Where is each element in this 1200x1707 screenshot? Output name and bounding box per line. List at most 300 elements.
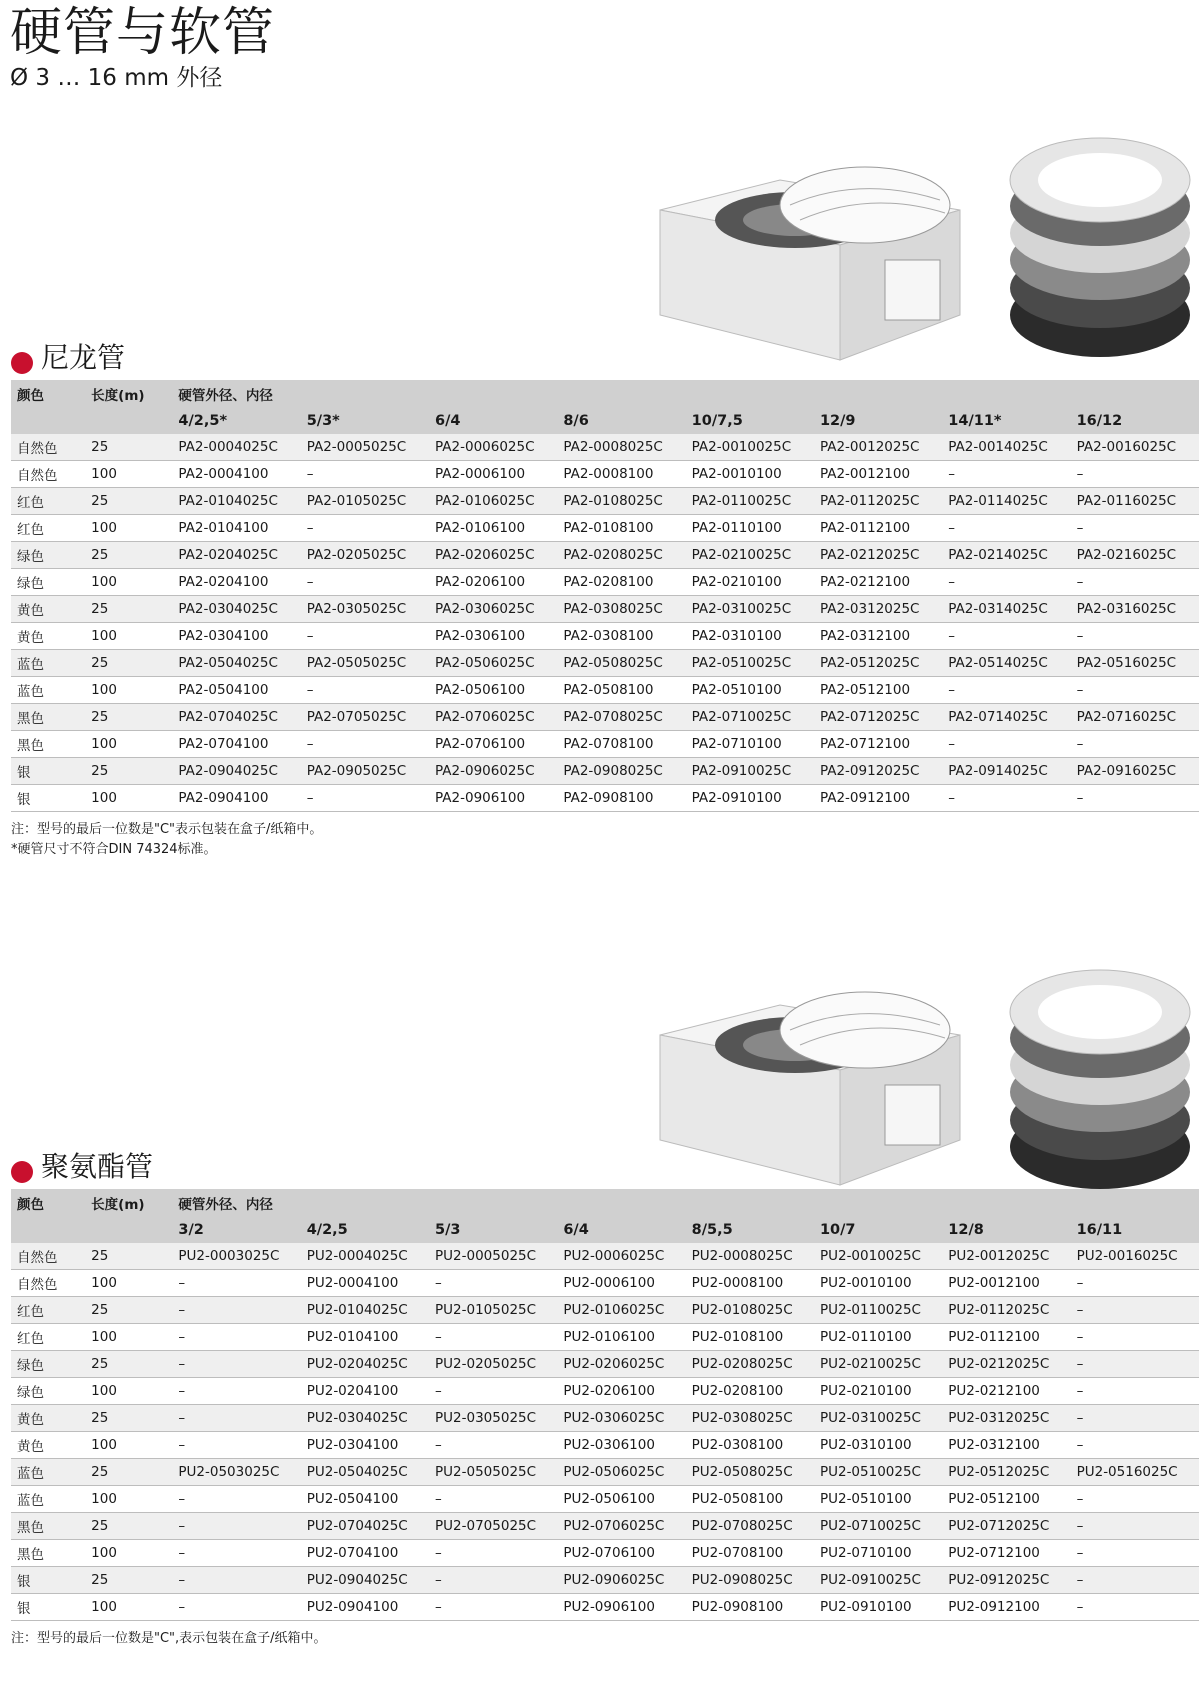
part-number-cell: PA2-0305025C: [301, 596, 429, 623]
part-number-cell: PA2-0110025C: [686, 488, 814, 515]
part-number-cell: PA2-0505025C: [301, 650, 429, 677]
color-cell: 红色: [11, 1324, 85, 1351]
part-number-cell: PA2-0216025C: [1071, 542, 1199, 569]
length-cell: 100: [85, 1594, 172, 1621]
table-row: [11, 1270, 1199, 1297]
part-number-cell: PA2-0212025C: [814, 542, 942, 569]
part-number-cell: PU2-0112100: [942, 1324, 1070, 1351]
part-number-cell: PU2-0510100: [814, 1486, 942, 1513]
part-number-cell: PU2-0004025C: [301, 1243, 429, 1270]
part-number-cell: PA2-0310025C: [686, 596, 814, 623]
part-number-cell: PA2-0512025C: [814, 650, 942, 677]
header-length: 长度(m): [85, 1189, 172, 1217]
part-number-cell: PA2-0204025C: [172, 542, 300, 569]
length-cell: 100: [85, 677, 172, 704]
table-row: [11, 1297, 1199, 1324]
part-number-cell: PA2-0116025C: [1071, 488, 1199, 515]
color-cell: 红色: [11, 515, 85, 542]
part-number-cell: PA2-0506025C: [429, 650, 557, 677]
part-number-cell: PA2-0710025C: [686, 704, 814, 731]
part-number-cell: PU2-0506100: [557, 1486, 685, 1513]
part-number-cell: PA2-0712100: [814, 731, 942, 758]
table-row: [11, 677, 1199, 704]
part-number-cell: PA2-0012025C: [814, 434, 942, 461]
length-cell: 25: [85, 596, 172, 623]
part-number-cell: PA2-0312025C: [814, 596, 942, 623]
color-cell: 黑色: [11, 731, 85, 758]
size-header: 3/2: [172, 1217, 300, 1243]
part-number-cell: PU2-0906100: [557, 1594, 685, 1621]
part-number-cell: –: [172, 1351, 300, 1378]
part-number-cell: PA2-0112025C: [814, 488, 942, 515]
part-number-cell: PA2-0306025C: [429, 596, 557, 623]
part-number-cell: PA2-0910100: [686, 785, 814, 812]
part-number-cell: –: [1071, 569, 1199, 596]
note-line: 注：型号的最后一位数是"C",表示包装在盒子/纸箱中。: [11, 1631, 327, 1646]
part-number-cell: –: [429, 1540, 557, 1567]
part-number-cell: PU2-0712025C: [942, 1513, 1070, 1540]
part-number-cell: PA2-0710100: [686, 731, 814, 758]
part-number-cell: PU2-0206025C: [557, 1351, 685, 1378]
part-number-cell: PA2-0708025C: [557, 704, 685, 731]
part-number-cell: PU2-0305025C: [429, 1405, 557, 1432]
part-number-cell: PA2-0708100: [557, 731, 685, 758]
table-row: [11, 461, 1199, 488]
size-header: 6/4: [557, 1217, 685, 1243]
part-number-cell: PA2-0316025C: [1071, 596, 1199, 623]
nylon-table: [11, 380, 1199, 812]
table-row: [11, 1486, 1199, 1513]
part-number-cell: PU2-0210100: [814, 1378, 942, 1405]
part-number-cell: PA2-0105025C: [301, 488, 429, 515]
part-number-cell: PU2-0308100: [686, 1432, 814, 1459]
part-number-cell: PU2-0006025C: [557, 1243, 685, 1270]
part-number-cell: PU2-0104025C: [301, 1297, 429, 1324]
part-number-cell: PU2-0108100: [686, 1324, 814, 1351]
part-number-cell: PA2-0205025C: [301, 542, 429, 569]
part-number-cell: PU2-0005025C: [429, 1243, 557, 1270]
color-cell: 银: [11, 1594, 85, 1621]
part-number-cell: PU2-0904025C: [301, 1567, 429, 1594]
part-number-cell: PU2-0208025C: [686, 1351, 814, 1378]
part-number-cell: –: [172, 1594, 300, 1621]
color-cell: 自然色: [11, 1270, 85, 1297]
length-cell: 100: [85, 461, 172, 488]
part-number-cell: –: [1071, 1270, 1199, 1297]
part-number-cell: PU2-0503025C: [172, 1459, 300, 1486]
part-number-cell: PU2-0310100: [814, 1432, 942, 1459]
part-number-cell: PA2-0006100: [429, 461, 557, 488]
part-number-cell: –: [942, 515, 1070, 542]
table-row: [11, 542, 1199, 569]
table-row: [11, 434, 1199, 461]
part-number-cell: –: [301, 515, 429, 542]
page-title: 硬管与软管: [10, 3, 276, 63]
part-number-cell: –: [429, 1432, 557, 1459]
length-cell: 25: [85, 650, 172, 677]
length-cell: 25: [85, 1243, 172, 1270]
part-number-cell: –: [1071, 1378, 1199, 1405]
part-number-cell: PU2-0704025C: [301, 1513, 429, 1540]
part-number-cell: PA2-0514025C: [942, 650, 1070, 677]
part-number-cell: –: [172, 1432, 300, 1459]
table-row: [11, 1567, 1199, 1594]
part-number-cell: –: [1071, 1324, 1199, 1351]
length-cell: 100: [85, 731, 172, 758]
part-number-cell: PU2-0512100: [942, 1486, 1070, 1513]
part-number-cell: –: [172, 1324, 300, 1351]
part-number-cell: PA2-0310100: [686, 623, 814, 650]
part-number-cell: PA2-0106025C: [429, 488, 557, 515]
part-number-cell: PA2-0210100: [686, 569, 814, 596]
part-number-cell: PU2-0712100: [942, 1540, 1070, 1567]
part-number-cell: PA2-0104100: [172, 515, 300, 542]
length-cell: 25: [85, 1351, 172, 1378]
length-cell: 25: [85, 1513, 172, 1540]
part-number-cell: PA2-0012100: [814, 461, 942, 488]
part-number-cell: PA2-0304025C: [172, 596, 300, 623]
part-number-cell: PA2-0706025C: [429, 704, 557, 731]
part-number-cell: PU2-0910100: [814, 1594, 942, 1621]
part-number-cell: –: [429, 1594, 557, 1621]
part-number-cell: PU2-0306025C: [557, 1405, 685, 1432]
part-number-cell: PU2-0306100: [557, 1432, 685, 1459]
part-number-cell: PA2-0904025C: [172, 758, 300, 785]
length-cell: 100: [85, 623, 172, 650]
part-number-cell: PA2-0210025C: [686, 542, 814, 569]
part-number-cell: PA2-0004025C: [172, 434, 300, 461]
color-cell: 黑色: [11, 704, 85, 731]
part-number-cell: PA2-0510025C: [686, 650, 814, 677]
part-number-cell: PU2-0003025C: [172, 1243, 300, 1270]
part-number-cell: PA2-0712025C: [814, 704, 942, 731]
part-number-cell: PU2-0908025C: [686, 1567, 814, 1594]
note-line: 注：型号的最后一位数是"C"表示包装在盒子/纸箱中。: [11, 822, 323, 837]
part-number-cell: PA2-0512100: [814, 677, 942, 704]
length-cell: 100: [85, 1378, 172, 1405]
part-number-cell: PA2-0906025C: [429, 758, 557, 785]
part-number-cell: PU2-0008100: [686, 1270, 814, 1297]
length-cell: 100: [85, 785, 172, 812]
part-number-cell: PU2-0010025C: [814, 1243, 942, 1270]
size-header: 14/11*: [942, 408, 1070, 434]
part-number-cell: PA2-0010100: [686, 461, 814, 488]
part-number-cell: PU2-0708100: [686, 1540, 814, 1567]
part-number-cell: PA2-0508025C: [557, 650, 685, 677]
part-number-cell: PU2-0012025C: [942, 1243, 1070, 1270]
part-number-cell: –: [301, 785, 429, 812]
part-number-cell: PU2-0904100: [301, 1594, 429, 1621]
part-number-cell: PA2-0714025C: [942, 704, 1070, 731]
size-header: 10/7,5: [686, 408, 814, 434]
part-number-cell: PU2-0508025C: [686, 1459, 814, 1486]
length-cell: 100: [85, 1324, 172, 1351]
table-row: [11, 1324, 1199, 1351]
notes: [11, 1629, 1200, 1649]
length-cell: 25: [85, 542, 172, 569]
part-number-cell: PU2-0708025C: [686, 1513, 814, 1540]
color-cell: 绿色: [11, 542, 85, 569]
color-cell: 红色: [11, 488, 85, 515]
part-number-cell: PU2-0212025C: [942, 1351, 1070, 1378]
part-number-cell: PA2-0306100: [429, 623, 557, 650]
part-number-cell: PU2-0508100: [686, 1486, 814, 1513]
part-number-cell: PA2-0705025C: [301, 704, 429, 731]
part-number-cell: PA2-0510100: [686, 677, 814, 704]
part-number-cell: PU2-0104100: [301, 1324, 429, 1351]
part-number-cell: PU2-0510025C: [814, 1459, 942, 1486]
part-number-cell: –: [942, 623, 1070, 650]
color-cell: 绿色: [11, 1378, 85, 1405]
color-cell: 黄色: [11, 623, 85, 650]
color-cell: 蓝色: [11, 1486, 85, 1513]
part-number-cell: PU2-0506025C: [557, 1459, 685, 1486]
part-number-cell: PA2-0114025C: [942, 488, 1070, 515]
color-cell: 绿色: [11, 1351, 85, 1378]
color-cell: 自然色: [11, 434, 85, 461]
part-number-cell: –: [1071, 1540, 1199, 1567]
part-number-cell: PU2-0512025C: [942, 1459, 1070, 1486]
section-title: 尼龙管: [41, 341, 126, 374]
part-number-cell: PA2-0908025C: [557, 758, 685, 785]
part-number-cell: PA2-0004100: [172, 461, 300, 488]
bullet-icon: [11, 1161, 33, 1183]
part-number-cell: –: [1071, 1432, 1199, 1459]
part-number-cell: PA2-0208025C: [557, 542, 685, 569]
part-number-cell: –: [172, 1297, 300, 1324]
length-cell: 100: [85, 1432, 172, 1459]
part-number-cell: PU2-0312100: [942, 1432, 1070, 1459]
part-number-cell: PU2-0505025C: [429, 1459, 557, 1486]
part-number-cell: PA2-0014025C: [942, 434, 1070, 461]
header-size-caption: 硬管外径、内径: [172, 380, 1199, 408]
part-number-cell: –: [172, 1513, 300, 1540]
part-number-cell: –: [429, 1324, 557, 1351]
part-number-cell: PU2-0004100: [301, 1270, 429, 1297]
color-cell: 蓝色: [11, 1459, 85, 1486]
part-number-cell: PU2-0304100: [301, 1432, 429, 1459]
part-number-cell: PU2-0210025C: [814, 1351, 942, 1378]
tube-box-image: [650, 165, 970, 365]
table-row: [11, 704, 1199, 731]
length-cell: 25: [85, 704, 172, 731]
tube-coils-image: [1005, 130, 1195, 360]
table-row: [11, 758, 1199, 785]
part-number-cell: PA2-0106100: [429, 515, 557, 542]
part-number-cell: PU2-0705025C: [429, 1513, 557, 1540]
part-number-cell: PA2-0516025C: [1071, 650, 1199, 677]
nylon-section: [11, 338, 1200, 860]
part-number-cell: –: [429, 1270, 557, 1297]
part-number-cell: PA2-0906100: [429, 785, 557, 812]
part-number-cell: PU2-0912025C: [942, 1567, 1070, 1594]
header-color: 颜色: [11, 1189, 85, 1217]
part-number-cell: –: [172, 1486, 300, 1513]
part-number-cell: PA2-0008100: [557, 461, 685, 488]
part-number-cell: PU2-0312025C: [942, 1405, 1070, 1432]
part-number-cell: PA2-0312100: [814, 623, 942, 650]
table-row: [11, 650, 1199, 677]
part-number-cell: PA2-0204100: [172, 569, 300, 596]
color-cell: 蓝色: [11, 677, 85, 704]
length-cell: 100: [85, 1540, 172, 1567]
size-header: 5/3*: [301, 408, 429, 434]
length-cell: 25: [85, 1297, 172, 1324]
notes: [11, 820, 1200, 860]
part-number-cell: –: [1071, 1486, 1199, 1513]
part-number-cell: PA2-0908100: [557, 785, 685, 812]
part-number-cell: PA2-0010025C: [686, 434, 814, 461]
part-number-cell: PU2-0212100: [942, 1378, 1070, 1405]
part-number-cell: PA2-0704025C: [172, 704, 300, 731]
length-cell: 25: [85, 1459, 172, 1486]
part-number-cell: PU2-0516025C: [1071, 1459, 1199, 1486]
part-number-cell: PU2-0105025C: [429, 1297, 557, 1324]
table-row: [11, 731, 1199, 758]
table-row: [11, 1243, 1199, 1270]
part-number-cell: PA2-0005025C: [301, 434, 429, 461]
part-number-cell: PA2-0910025C: [686, 758, 814, 785]
part-number-cell: PU2-0012100: [942, 1270, 1070, 1297]
color-cell: 黄色: [11, 1432, 85, 1459]
length-cell: 25: [85, 1567, 172, 1594]
part-number-cell: PU2-0204100: [301, 1378, 429, 1405]
header-length: 长度(m): [85, 380, 172, 408]
part-number-cell: –: [1071, 1351, 1199, 1378]
part-number-cell: PU2-0706025C: [557, 1513, 685, 1540]
part-number-cell: PU2-0010100: [814, 1270, 942, 1297]
part-number-cell: –: [172, 1567, 300, 1594]
part-number-cell: PA2-0716025C: [1071, 704, 1199, 731]
part-number-cell: PA2-0912100: [814, 785, 942, 812]
color-cell: 绿色: [11, 569, 85, 596]
size-header: 12/8: [942, 1217, 1070, 1243]
part-number-cell: PU2-0908100: [686, 1594, 814, 1621]
header-size-caption: 硬管外径、内径: [172, 1189, 1199, 1217]
part-number-cell: PU2-0110100: [814, 1324, 942, 1351]
table-row: [11, 1432, 1199, 1459]
part-number-cell: PA2-0206100: [429, 569, 557, 596]
size-header: 4/2,5: [301, 1217, 429, 1243]
part-number-cell: –: [301, 569, 429, 596]
color-cell: 自然色: [11, 461, 85, 488]
part-number-cell: PA2-0108100: [557, 515, 685, 542]
color-cell: 自然色: [11, 1243, 85, 1270]
table-row: [11, 515, 1199, 542]
part-number-cell: –: [172, 1378, 300, 1405]
part-number-cell: PU2-0906025C: [557, 1567, 685, 1594]
note-line: *硬管尺寸不符合DIN 74324标准。: [11, 842, 217, 857]
part-number-cell: –: [1071, 623, 1199, 650]
table-row: [11, 1540, 1199, 1567]
color-cell: 蓝色: [11, 650, 85, 677]
part-number-cell: PA2-0914025C: [942, 758, 1070, 785]
length-cell: 100: [85, 515, 172, 542]
length-cell: 100: [85, 569, 172, 596]
part-number-cell: –: [1071, 461, 1199, 488]
size-header: 16/11: [1071, 1217, 1199, 1243]
part-number-cell: –: [1071, 785, 1199, 812]
part-number-cell: –: [301, 677, 429, 704]
size-header: 16/12: [1071, 408, 1199, 434]
part-number-cell: PU2-0112025C: [942, 1297, 1070, 1324]
size-header: 12/9: [814, 408, 942, 434]
part-number-cell: –: [301, 461, 429, 488]
pu-section: [11, 1147, 1200, 1649]
table-row: [11, 1594, 1199, 1621]
table-row: [11, 596, 1199, 623]
part-number-cell: PU2-0204025C: [301, 1351, 429, 1378]
color-cell: 黑色: [11, 1513, 85, 1540]
section-title: 聚氨酯管: [41, 1150, 154, 1183]
part-number-cell: –: [172, 1270, 300, 1297]
part-number-cell: PU2-0710100: [814, 1540, 942, 1567]
part-number-cell: PU2-0504025C: [301, 1459, 429, 1486]
table-row: [11, 1405, 1199, 1432]
size-header: 6/4: [429, 408, 557, 434]
part-number-cell: PU2-0206100: [557, 1378, 685, 1405]
part-number-cell: PU2-0110025C: [814, 1297, 942, 1324]
part-number-cell: PU2-0704100: [301, 1540, 429, 1567]
color-cell: 银: [11, 785, 85, 812]
part-number-cell: PA2-0308100: [557, 623, 685, 650]
part-number-cell: PA2-0314025C: [942, 596, 1070, 623]
color-cell: 银: [11, 1567, 85, 1594]
part-number-cell: PA2-0916025C: [1071, 758, 1199, 785]
table-row: [11, 1351, 1199, 1378]
part-number-cell: PU2-0205025C: [429, 1351, 557, 1378]
part-number-cell: PU2-0106025C: [557, 1297, 685, 1324]
part-number-cell: PU2-0308025C: [686, 1405, 814, 1432]
color-cell: 黄色: [11, 1405, 85, 1432]
part-number-cell: –: [1071, 515, 1199, 542]
part-number-cell: PA2-0504100: [172, 677, 300, 704]
part-number-cell: PU2-0016025C: [1071, 1243, 1199, 1270]
table-row: [11, 623, 1199, 650]
table-row: [11, 569, 1199, 596]
part-number-cell: PA2-0308025C: [557, 596, 685, 623]
part-number-cell: –: [429, 1567, 557, 1594]
bullet-icon: [11, 352, 33, 374]
part-number-cell: PA2-0912025C: [814, 758, 942, 785]
part-number-cell: PU2-0706100: [557, 1540, 685, 1567]
part-number-cell: –: [1071, 677, 1199, 704]
part-number-cell: –: [301, 731, 429, 758]
part-number-cell: PA2-0706100: [429, 731, 557, 758]
part-number-cell: PA2-0212100: [814, 569, 942, 596]
length-cell: 100: [85, 1270, 172, 1297]
part-number-cell: PU2-0108025C: [686, 1297, 814, 1324]
part-number-cell: PA2-0006025C: [429, 434, 557, 461]
part-number-cell: –: [429, 1486, 557, 1513]
size-header: 8/6: [557, 408, 685, 434]
length-cell: 100: [85, 1486, 172, 1513]
part-number-cell: –: [429, 1378, 557, 1405]
part-number-cell: –: [1071, 1567, 1199, 1594]
part-number-cell: PU2-0912100: [942, 1594, 1070, 1621]
part-number-cell: PA2-0506100: [429, 677, 557, 704]
pu-table: [11, 1189, 1199, 1621]
part-number-cell: –: [1071, 1297, 1199, 1324]
part-number-cell: –: [1071, 1594, 1199, 1621]
part-number-cell: PA2-0208100: [557, 569, 685, 596]
part-number-cell: PA2-0104025C: [172, 488, 300, 515]
table-row: [11, 1378, 1199, 1405]
part-number-cell: –: [942, 731, 1070, 758]
part-number-cell: –: [1071, 731, 1199, 758]
size-header: 10/7: [814, 1217, 942, 1243]
part-number-cell: PU2-0304025C: [301, 1405, 429, 1432]
